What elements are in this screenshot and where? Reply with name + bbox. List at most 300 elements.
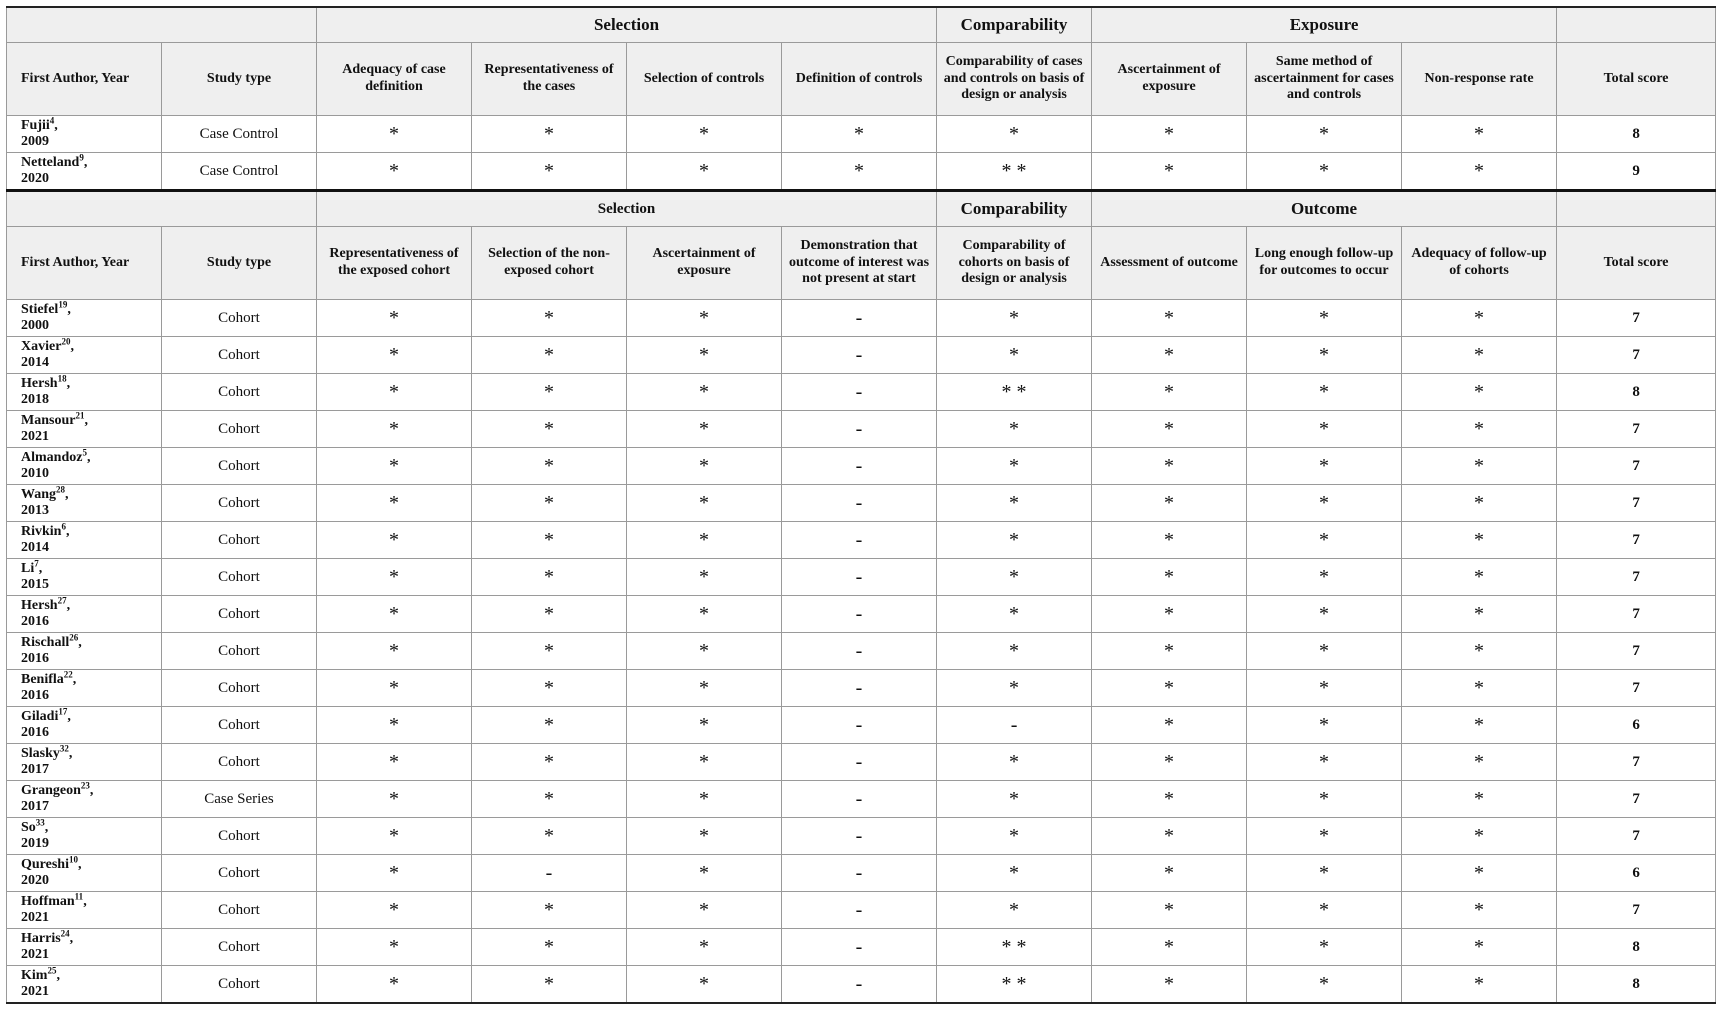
reference-number: 19 xyxy=(58,299,68,310)
score-cell: * xyxy=(1092,485,1247,522)
table-row xyxy=(7,153,1716,191)
score-cell: - xyxy=(782,818,937,855)
score-cell: * xyxy=(937,448,1092,485)
author-name: Li xyxy=(21,560,35,576)
publication-year: 2016 xyxy=(21,614,49,629)
score-cell: * xyxy=(627,744,782,781)
score-cell: * xyxy=(1247,116,1402,153)
score-cell: * xyxy=(627,781,782,818)
score-cell: - xyxy=(782,670,937,707)
author-name: Fujii xyxy=(21,117,50,133)
score-cell: * xyxy=(317,744,472,781)
author-cell: Li$^7$, 2015 xyxy=(7,559,162,596)
total-score-cell: 7 xyxy=(1557,522,1716,559)
reference-number: 7 xyxy=(34,558,39,569)
score-cell: - xyxy=(782,929,937,966)
score-cell: - xyxy=(782,448,937,485)
reference-number: 17 xyxy=(58,706,68,717)
column-header-author: First Author, Year xyxy=(7,227,162,300)
score-cell: * xyxy=(1402,670,1557,707)
score-cell: * xyxy=(1402,116,1557,153)
group-header-exposure: Exposure xyxy=(1092,7,1557,43)
publication-year: 2009 xyxy=(21,134,49,149)
author-cell: Hoffman$^{11}$, 2021 xyxy=(7,892,162,929)
author-name: Giladi xyxy=(21,708,59,724)
table-row xyxy=(7,411,1716,448)
reference-number: 23 xyxy=(80,780,90,791)
reference-number: 32 xyxy=(59,743,69,754)
score-cell: * xyxy=(1092,670,1247,707)
score-cell: * xyxy=(1092,855,1247,892)
reference-number: 20 xyxy=(61,336,71,347)
table-row xyxy=(7,818,1716,855)
score-cell: - xyxy=(937,707,1092,744)
score-cell: * xyxy=(1092,522,1247,559)
score-cell: * xyxy=(472,411,627,448)
column-header-ascertainment-exposure: Ascertainment of exposure xyxy=(627,227,782,300)
author-cell: Netteland$^9$, 2020 xyxy=(7,153,162,191)
score-cell: - xyxy=(782,744,937,781)
score-cell: * xyxy=(1402,153,1557,191)
table-row xyxy=(7,559,1716,596)
case-control-column-header-row xyxy=(7,43,1716,116)
score-cell: * xyxy=(1402,929,1557,966)
publication-year: 2021 xyxy=(21,910,49,925)
score-cell: - xyxy=(782,485,937,522)
score-cell: - xyxy=(782,966,937,1004)
score-cell: * xyxy=(1402,448,1557,485)
score-cell: - xyxy=(782,559,937,596)
score-cell: * xyxy=(472,448,627,485)
study-type-cell: Cohort xyxy=(162,855,317,892)
publication-year: 2017 xyxy=(21,799,49,814)
total-score-cell: 7 xyxy=(1557,337,1716,374)
table-row xyxy=(7,485,1716,522)
score-cell: * xyxy=(1247,929,1402,966)
reference-number: 28 xyxy=(56,484,66,495)
score-cell: * xyxy=(937,744,1092,781)
score-cell: * xyxy=(317,559,472,596)
score-cell: * xyxy=(1247,744,1402,781)
score-cell: * xyxy=(782,116,937,153)
group-header-blank xyxy=(7,191,317,227)
column-header-representativeness-exposed: Representativeness of the exposed cohort xyxy=(317,227,472,300)
score-cell: * xyxy=(627,633,782,670)
study-type-cell: Cohort xyxy=(162,633,317,670)
column-header-follow-up-length: Long enough follow-up for outcomes to occur xyxy=(1247,227,1402,300)
score-cell: * xyxy=(317,485,472,522)
total-score-cell: 7 xyxy=(1557,448,1716,485)
reference-number: 33 xyxy=(35,817,45,828)
column-header-study-type: Study type xyxy=(162,43,317,116)
score-cell: * xyxy=(937,116,1092,153)
score-cell: - xyxy=(782,892,937,929)
score-cell: * xyxy=(317,707,472,744)
column-header-comparability-cohorts: Comparability of cohorts on basis of design or analysis xyxy=(937,227,1092,300)
publication-year: 2015 xyxy=(21,577,49,592)
study-type-cell: Cohort xyxy=(162,966,317,1004)
score-cell: * xyxy=(1247,818,1402,855)
column-header-selection-controls: Selection of controls xyxy=(627,43,782,116)
study-type-cell: Cohort xyxy=(162,818,317,855)
reference-number: 26 xyxy=(69,632,79,643)
score-cell: * xyxy=(1092,559,1247,596)
score-cell: - xyxy=(782,411,937,448)
study-type-cell: Cohort xyxy=(162,485,317,522)
score-cell: * xyxy=(1247,892,1402,929)
score-cell: * * xyxy=(937,966,1092,1004)
author-cell: Wang$^{28}$, 2013 xyxy=(7,485,162,522)
publication-year: 2016 xyxy=(21,651,49,666)
group-header-blank-total xyxy=(1557,191,1716,227)
total-score-cell: 7 xyxy=(1557,596,1716,633)
author-cell: Harris$^{24}$, 2021 xyxy=(7,929,162,966)
author-cell: Stiefel$^{19}$, 2000 xyxy=(7,300,162,337)
score-cell: * xyxy=(937,485,1092,522)
score-cell: * xyxy=(937,670,1092,707)
score-cell: * xyxy=(1402,596,1557,633)
total-score-cell: 7 xyxy=(1557,818,1716,855)
score-cell: * xyxy=(1092,707,1247,744)
table-row xyxy=(7,707,1716,744)
table-row xyxy=(7,116,1716,153)
column-header-representativeness: Representativeness of the cases xyxy=(472,43,627,116)
study-type-cell: Cohort xyxy=(162,596,317,633)
score-cell: * * xyxy=(937,929,1092,966)
author-cell: Mansour$^{21}$, 2021 xyxy=(7,411,162,448)
publication-year: 2014 xyxy=(21,540,49,555)
author-cell: Fujii$^4$, 2009 xyxy=(7,116,162,153)
publication-year: 2010 xyxy=(21,466,49,481)
score-cell: * xyxy=(472,966,627,1004)
author-name: Grangeon xyxy=(21,782,81,798)
study-type-cell: Cohort xyxy=(162,411,317,448)
author-name: Rischall xyxy=(21,634,70,650)
score-cell: * xyxy=(1402,892,1557,929)
study-type-cell: Cohort xyxy=(162,707,317,744)
score-cell: - xyxy=(782,633,937,670)
score-cell: * xyxy=(317,448,472,485)
study-type-cell: Cohort xyxy=(162,448,317,485)
reference-number: 4 xyxy=(49,115,55,126)
author-name: Almandoz xyxy=(21,449,83,465)
table-row xyxy=(7,855,1716,892)
score-cell: * xyxy=(472,522,627,559)
score-cell: * xyxy=(472,892,627,929)
score-cell: * xyxy=(937,633,1092,670)
author-cell: Hersh$^{27}$, 2016 xyxy=(7,596,162,633)
study-type-cell: Cohort xyxy=(162,744,317,781)
author-cell: Almandoz$^5$, 2010 xyxy=(7,448,162,485)
score-cell: * xyxy=(937,300,1092,337)
study-type-cell: Case Control xyxy=(162,153,317,191)
study-type-cell: Cohort xyxy=(162,300,317,337)
column-header-ascertainment-exposure: Ascertainment of exposure xyxy=(1092,43,1247,116)
score-cell: * xyxy=(472,153,627,191)
score-cell: * xyxy=(937,596,1092,633)
group-header-selection: Selection xyxy=(317,191,937,227)
column-header-study-type: Study type xyxy=(162,227,317,300)
score-cell: * xyxy=(317,781,472,818)
table-row xyxy=(7,744,1716,781)
column-header-author: First Author, Year xyxy=(7,43,162,116)
score-cell: - xyxy=(782,781,937,818)
publication-year: 2021 xyxy=(21,984,49,999)
score-cell: - xyxy=(782,596,937,633)
score-cell: * xyxy=(317,300,472,337)
score-cell: - xyxy=(782,374,937,411)
score-cell: * xyxy=(1092,374,1247,411)
total-score-cell: 6 xyxy=(1557,855,1716,892)
total-score-cell: 9 xyxy=(1557,153,1716,191)
score-cell: * xyxy=(1402,485,1557,522)
score-cell: * xyxy=(1247,411,1402,448)
score-cell: * xyxy=(627,670,782,707)
score-cell: * xyxy=(317,929,472,966)
score-cell: * xyxy=(1092,596,1247,633)
column-header-case-definition: Adequacy of case definition xyxy=(317,43,472,116)
score-cell: * xyxy=(317,633,472,670)
score-cell: * xyxy=(627,892,782,929)
reference-number: 10 xyxy=(68,854,78,865)
score-cell: * xyxy=(782,153,937,191)
score-cell: * xyxy=(1402,374,1557,411)
score-cell: * xyxy=(1402,707,1557,744)
score-cell: * xyxy=(317,966,472,1004)
publication-year: 2013 xyxy=(21,503,49,518)
table-row xyxy=(7,374,1716,411)
score-cell: * xyxy=(1247,522,1402,559)
total-score-cell: 7 xyxy=(1557,670,1716,707)
score-cell: * xyxy=(472,633,627,670)
score-cell: * xyxy=(627,448,782,485)
score-cell: * xyxy=(317,855,472,892)
study-type-cell: Cohort xyxy=(162,559,317,596)
study-type-cell: Cohort xyxy=(162,522,317,559)
score-cell: * xyxy=(1247,374,1402,411)
column-header-comparability: Comparability of cases and controls on basis of design or analysis xyxy=(937,43,1092,116)
total-score-cell: 7 xyxy=(1557,559,1716,596)
score-cell: * xyxy=(1092,892,1247,929)
author-name: Xavier xyxy=(21,338,62,354)
score-cell: * xyxy=(1402,411,1557,448)
score-cell: * xyxy=(1402,781,1557,818)
author-name: Slasky xyxy=(21,745,60,761)
score-cell: * xyxy=(1092,411,1247,448)
total-score-cell: 8 xyxy=(1557,374,1716,411)
table-row xyxy=(7,929,1716,966)
table-row xyxy=(7,670,1716,707)
author-cell: Hersh$^{18}$, 2018 xyxy=(7,374,162,411)
author-cell: Xavier$^{20}$, 2014 xyxy=(7,337,162,374)
column-header-selection-non-exposed: Selection of the non-exposed cohort xyxy=(472,227,627,300)
author-cell: Giladi$^{17}$, 2016 xyxy=(7,707,162,744)
study-type-cell: Cohort xyxy=(162,670,317,707)
score-cell: * xyxy=(1092,337,1247,374)
reference-number: 21 xyxy=(75,410,85,421)
table-row xyxy=(7,966,1716,1004)
author-name: Kim xyxy=(21,967,48,983)
author-name: Hersh xyxy=(21,597,58,613)
author-name: Qureshi xyxy=(21,856,69,872)
publication-year: 2016 xyxy=(21,725,49,740)
score-cell: * xyxy=(1247,559,1402,596)
score-cell: * xyxy=(472,707,627,744)
author-name: So xyxy=(21,819,36,835)
score-cell: * xyxy=(317,337,472,374)
study-type-cell: Cohort xyxy=(162,929,317,966)
score-cell: * xyxy=(1247,707,1402,744)
case-control-group-header-row xyxy=(7,7,1716,43)
score-cell: * xyxy=(937,337,1092,374)
column-header-definition-controls: Definition of controls xyxy=(782,43,937,116)
group-header-comparability: Comparability xyxy=(937,7,1092,43)
score-cell: * xyxy=(472,781,627,818)
publication-year: 2021 xyxy=(21,947,49,962)
score-cell: * xyxy=(1402,522,1557,559)
score-cell: * xyxy=(317,116,472,153)
reference-number: 24 xyxy=(60,928,70,939)
score-cell: * xyxy=(1402,633,1557,670)
table-row xyxy=(7,522,1716,559)
reference-number: 11 xyxy=(74,891,84,902)
cohort-section xyxy=(7,191,1716,1004)
score-cell: * xyxy=(627,522,782,559)
score-cell: * * xyxy=(937,374,1092,411)
study-type-cell: Cohort xyxy=(162,374,317,411)
score-cell: - xyxy=(782,522,937,559)
reference-number: 5 xyxy=(82,447,87,458)
score-cell: * xyxy=(472,374,627,411)
score-cell: - xyxy=(472,855,627,892)
score-cell: * xyxy=(1092,448,1247,485)
column-header-same-method: Same method of ascertainment for cases and controls xyxy=(1247,43,1402,116)
cohort-group-header-row xyxy=(7,191,1716,227)
score-cell: * xyxy=(1402,966,1557,1004)
author-cell: Benifla$^{22}$, 2016 xyxy=(7,670,162,707)
score-cell: * xyxy=(317,670,472,707)
score-cell: - xyxy=(782,337,937,374)
score-cell: * xyxy=(317,374,472,411)
total-score-cell: 7 xyxy=(1557,892,1716,929)
total-score-cell: 7 xyxy=(1557,781,1716,818)
total-score-cell: 7 xyxy=(1557,411,1716,448)
score-cell: * xyxy=(627,116,782,153)
score-cell: * xyxy=(627,300,782,337)
total-score-cell: 7 xyxy=(1557,485,1716,522)
reference-number: 22 xyxy=(63,669,73,680)
column-header-follow-up-adequacy: Adequacy of follow-up of cohorts xyxy=(1402,227,1557,300)
score-cell: * xyxy=(937,522,1092,559)
publication-year: 2000 xyxy=(21,318,49,333)
author-cell: Grangeon$^{23}$, 2017 xyxy=(7,781,162,818)
reference-number: 25 xyxy=(47,965,57,976)
score-cell: * xyxy=(1402,744,1557,781)
score-cell: * xyxy=(627,929,782,966)
table-row xyxy=(7,300,1716,337)
table-row xyxy=(7,892,1716,929)
total-score-cell: 8 xyxy=(1557,116,1716,153)
score-cell: * xyxy=(1092,966,1247,1004)
score-cell: * xyxy=(1247,855,1402,892)
score-cell: * xyxy=(1247,670,1402,707)
total-score-cell: 8 xyxy=(1557,966,1716,1004)
score-cell: * xyxy=(472,929,627,966)
publication-year: 2016 xyxy=(21,688,49,703)
author-cell: Rischall$^{26}$, 2016 xyxy=(7,633,162,670)
score-cell: * xyxy=(317,411,472,448)
group-header-outcome: Outcome xyxy=(1092,191,1557,227)
group-header-selection: Selection xyxy=(317,7,937,43)
score-cell: * xyxy=(472,670,627,707)
publication-year: 2019 xyxy=(21,836,49,851)
reference-number: 27 xyxy=(57,595,67,606)
score-cell: * xyxy=(317,818,472,855)
score-cell: * xyxy=(937,559,1092,596)
score-cell: * xyxy=(1092,818,1247,855)
author-cell: Rivkin$^6$, 2014 xyxy=(7,522,162,559)
author-name: Mansour xyxy=(21,412,76,428)
score-cell: * xyxy=(1092,929,1247,966)
score-cell: * xyxy=(1247,781,1402,818)
total-score-cell: 6 xyxy=(1557,707,1716,744)
author-cell: Qureshi$^{10}$, 2020 xyxy=(7,855,162,892)
author-name: Benifla xyxy=(21,671,64,687)
publication-year: 2017 xyxy=(21,762,49,777)
score-cell: * xyxy=(627,596,782,633)
study-type-cell: Case Control xyxy=(162,116,317,153)
score-cell: * * xyxy=(937,153,1092,191)
author-name: Hersh xyxy=(21,375,58,391)
score-cell: * xyxy=(472,300,627,337)
author-name: Rivkin xyxy=(21,523,62,539)
score-cell: * xyxy=(1402,818,1557,855)
score-cell: * xyxy=(472,116,627,153)
score-cell: * xyxy=(1402,337,1557,374)
score-cell: * xyxy=(472,744,627,781)
score-cell: * xyxy=(1247,596,1402,633)
score-cell: * xyxy=(1092,300,1247,337)
score-cell: * xyxy=(627,153,782,191)
group-header-comparability: Comparability xyxy=(937,191,1092,227)
column-header-non-response: Non-response rate xyxy=(1402,43,1557,116)
publication-year: 2018 xyxy=(21,392,49,407)
score-cell: * xyxy=(1247,966,1402,1004)
score-cell: * xyxy=(1092,116,1247,153)
score-cell: - xyxy=(782,707,937,744)
group-header-blank xyxy=(7,7,317,43)
score-cell: * xyxy=(472,596,627,633)
score-cell: * xyxy=(1092,633,1247,670)
score-cell: * xyxy=(627,818,782,855)
score-cell: * xyxy=(937,855,1092,892)
study-type-cell: Cohort xyxy=(162,892,317,929)
study-type-cell: Cohort xyxy=(162,337,317,374)
case-control-section xyxy=(7,7,1716,191)
author-name: Netteland xyxy=(21,154,80,170)
score-cell: * xyxy=(317,153,472,191)
publication-year: 2020 xyxy=(21,873,49,888)
score-cell: * xyxy=(627,707,782,744)
score-cell: * xyxy=(627,966,782,1004)
score-cell: * xyxy=(937,781,1092,818)
score-cell: * xyxy=(1092,781,1247,818)
author-cell: Kim$^{25}$, 2021 xyxy=(7,966,162,1004)
score-cell: * xyxy=(317,892,472,929)
score-cell: * xyxy=(627,411,782,448)
column-header-total: Total score xyxy=(1557,43,1716,116)
publication-year: 2014 xyxy=(21,355,49,370)
